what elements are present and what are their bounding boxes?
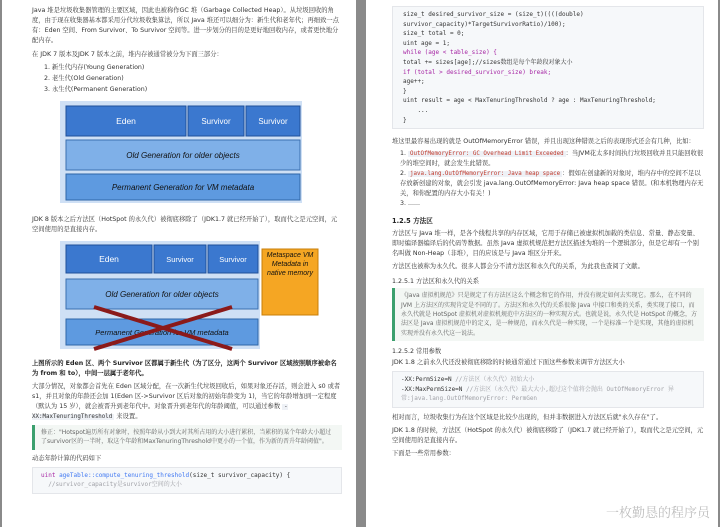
generation-list xyxy=(32,62,342,95)
diagram1-perm-label: Permanent Generation for VM metadata xyxy=(111,183,255,192)
generation-caption: 上图所示的 Eden 区、两个 Survivor 区都属于新生代（为了区分，这两个 Survivor 区域按照顺序被命名为 from 和 to），中间一层属于老年代。 xyxy=(32,360,337,377)
diagram1-eden-label: Eden xyxy=(116,116,136,126)
code-line: size_t desired_survivor_size = (size_t)((((double) xyxy=(403,11,584,18)
diagram2-eden-label: Eden xyxy=(99,254,119,264)
code-line: } xyxy=(403,87,407,95)
jdk8-intro: JDK 8 版本之后方法区（HotSpot 的永久代）被彻底移除了（JDK1.7 就已经开始了），取而代之是元空间，元空间使用的是直接内存。 xyxy=(32,216,338,233)
oom-intro: 堆这里最容易出现的就是 OutOfMemoryError 错误，并且出现这种错误之后的表现形式还会有几种，比如： xyxy=(392,138,695,146)
list-item: 2. 老生代(Old Generation) xyxy=(44,75,124,82)
code-line: uint age = 1; xyxy=(403,39,450,47)
relation-note: 《Java 虚拟机规范》只是规定了有方法区这么个概念和它的作用，并没有规定如何去实现它。那么，在不同的 JVM 上方法区的实现肯定是不同的了。方法区和永久代的关系很像 Java 中接口和类的关系，类实现了接口，而永久代就是 HotSpot 虚拟机对虚拟机规范中方法区的一种实现方式。也就是说，永久代是 HotSpot 的概念，方法区是 Java 虚拟机规范中的定义，是一种规范，而永久代是一种实现，一个是标准一个是实现，其他的虚拟机实现并没有永久代这一说法。 xyxy=(392,288,704,341)
code-line: while (age < table_size) { xyxy=(403,49,497,57)
section-heading: 1.2.5 方法区 xyxy=(392,217,433,226)
tenuring-code xyxy=(392,6,704,129)
oom-list xyxy=(392,149,704,209)
code-line: ... xyxy=(403,106,429,114)
metaspace-label: Metaspace VM Metadata in native memory xyxy=(266,252,314,277)
method-paragraph: 方法区也被称为永久代。很多人都会分不清方法区和永久代的关系，为此我也查阅了文献。 xyxy=(392,263,644,271)
params-paragraph: 相对而言，垃圾收集行为在这个区域是比较少出现的，但并非数据进入方法区后就"永久存在"了。 xyxy=(392,413,663,421)
code-line: size_t total = 0; xyxy=(403,30,465,38)
code-line: total += sizes[age];//sizes数组是每个年龄段对象大小 xyxy=(403,58,573,66)
diagram2-survivor-label: Survivor xyxy=(166,255,194,264)
code-line: -XX:MaxPermSize=N //方法区（永久代）最大大小,超过这个值将会抛出 OutOfMemoryError 异常:java.lang.OutOfMemoryError: PermGen xyxy=(401,385,674,403)
code-line: -XX:PermSize=N //方法区（永久代）初始大小 xyxy=(401,376,535,384)
code-line: } xyxy=(403,116,407,124)
heap-diagram-jdk7 xyxy=(32,99,332,207)
list-item: 3. 永生代(Permanent Generation) xyxy=(44,86,148,93)
params-intro: JDK 1.8 之前永久代还没被彻底移除的时候通常通过下面这些参数来调节方法区大小 xyxy=(392,359,625,367)
diagram1-old-label: Old Generation for older objects xyxy=(126,151,240,160)
diagram1-survivor-label: Survivor xyxy=(201,117,231,126)
code-line: survivor_capacity)*TargetSurvivorRatio)/100); xyxy=(403,20,566,28)
subsection-heading: 1.2.5.1 方法区和永久代的关系 xyxy=(392,278,480,286)
left-page xyxy=(2,0,356,527)
list-item: 3. ...... xyxy=(400,200,421,208)
code-intro: 动态年龄计算的代码如下 xyxy=(32,454,102,462)
diagram2-survivor-label: Survivor xyxy=(219,255,247,264)
code-line: age++; xyxy=(403,78,425,86)
promotion-paragraph: 大部分情况，对象都会首先在 Eden 区域分配，在一次新生代垃圾回收后，如果对象还存活，则会进入 s0 或者 s1，并且对象的年龄还会加 1(Eden 区->Survivor 区后对象的初始年龄变为 1)，当它的年龄增加到一定程度（默认为 15 岁），就会被晋升到老年代中。对象晋升到老年代的年龄阈值，可以通过参数 -XX:MaxTenuringThreshold 来设置。 xyxy=(32,383,341,420)
diagram2-old-label: Old Generation for older objects xyxy=(105,290,219,299)
diagram1-survivor-label: Survivor xyxy=(258,117,288,126)
list-item: 2. java.lang.OutOfMemoryError: Java heap space ：假如在创建新的对象时，堆内存中的空间不足以存放新创建的对象，就会引发 java.lang.OutOfMemoryError: Java heap space 错误。(和本机物理内存无关，和你配置的内存大小有关！) xyxy=(400,170,704,198)
method-paragraph: 方法区与 Java 堆一样，是各个线程共享的内存区域，它用于存储已被虚拟机加载的类信息、常量、静态变量、即时编译器编译后的代码等数据。虽然 Java 虚拟机规范把方法区描述为堆的一个逻辑部分，但是它却有一个别名叫做 Non-Heap（非堆），目的应该是与 Java 堆区分开来。 xyxy=(392,230,699,258)
right-page xyxy=(366,0,718,527)
watermark: 一枚勤恳的程序员 xyxy=(605,506,710,521)
jdk7-intro: 在 JDK 7 版本及JDK 7 版本之前，堆内存被通常被分为下面三部分： xyxy=(32,51,223,58)
jdk18-paragraph: JDK 1.8 的时候，方法区（HotSpot 的永久代）被彻底移除了（JDK1.7 就已经开始了），取而代之是元空间，元空间使用的是直接内存。 xyxy=(392,426,704,444)
code-line: if (total > desired_survivor_size) break; xyxy=(403,68,552,76)
diagram2-perm-label: Permanent Generation for VM metadata xyxy=(95,328,229,337)
params-code xyxy=(392,371,704,408)
param-code: -XX:MaxTenuringThreshold xyxy=(32,404,288,420)
list-item: 1. OutOfMemoryError: GC Overhead Limit Exceeded ：当JVM花太多时间执行垃圾回收并且只能回收很少的堆空间时，就会发生此错误。 xyxy=(400,150,704,168)
list-item: 1. 新生代内存(Young Generation) xyxy=(44,64,145,71)
common-params: 下面是一些常用参数： xyxy=(392,449,455,457)
correction-note: 修正："Hotspot遍历所有对象时，按照年龄从小到大对其所占用的大小进行累积，当累积的某个年龄大小超过了survivor区的一半时，取这个年龄和MaxTenuringThreshold中更小的一个值，作为新的晋升年龄阈值"。 xyxy=(32,425,342,450)
heap-diagram-jdk8 xyxy=(32,237,332,351)
heap-intro: Java 堆是垃圾收集器管理的主要区域，因此也被称作GC 堆（Garbage Collected Heap）。从垃圾回收的角度，由于现在收集器基本都采用分代垃圾收集算法，所以 Java 堆还可以细分为：新生代和老年代；再细致一点有：Eden 空间、From Survivor、To Survivor 空间等。进一步划分的目的是更好地回收内存，或者更快地分配内存。 xyxy=(32,7,339,44)
subsection-heading: 1.2.5.2 常用参数 xyxy=(392,348,442,356)
age-table-code: uint ageTable::compute_tenuring_threshold(size_t survivor_capacity) { //survivor_capacity是survivor空间的大小 xyxy=(32,467,342,494)
code-line: uint result = age < MaxTenuringThreshold ? age : MaxTenuringThreshold; xyxy=(403,97,656,105)
